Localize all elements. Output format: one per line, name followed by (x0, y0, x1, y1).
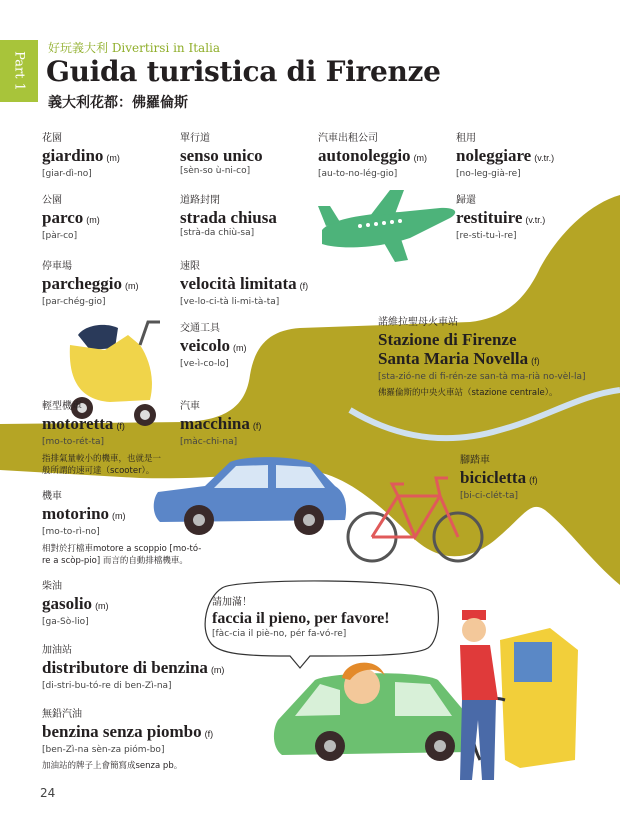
bubble-chinese: 請加滿！ (212, 597, 252, 608)
entry-word: senso unico (180, 146, 263, 165)
entry-pronunciation: [strà-da chiù-sa] (180, 228, 255, 238)
entry-pronunciation: [ga-Sò-lio] (42, 617, 89, 627)
entry-pronunciation: [sèn-so ù-ni-co] (180, 166, 251, 176)
entry-word: bicicletta (f) (460, 468, 538, 487)
entry-note: 佛羅倫斯的中央火車站（stazione centrale）。 (378, 388, 558, 398)
entry-pronunciation: [bi-ci-clét-ta] (460, 491, 518, 501)
entry-motoretta (42, 400, 161, 477)
entry-pronunciation: [par-chég-gio] (42, 297, 106, 307)
entry-word: giardino (m) (42, 146, 120, 165)
entry-pronunciation: [pàr-co] (42, 231, 78, 241)
part-label: Part 1 (11, 51, 27, 91)
entry-veicolo (180, 322, 247, 371)
entry-pronunciation: [mo-to-rì-no] (42, 527, 100, 537)
entry-word: velocità limitata (f) (180, 274, 309, 293)
entry-word: autonoleggio (m) (318, 146, 428, 165)
entry-chinese: 花園 (42, 133, 62, 144)
entry-pronunciation: [au-to-no-lég-gio] (318, 169, 398, 179)
entry-pronunciation: [ben-Zì-na sèn-za pióm-bo] (42, 745, 165, 755)
entry-restituire (456, 194, 545, 243)
entry-note: 相對於打檔車motore a scoppio [mo-tó- (42, 544, 202, 554)
entry-word: restituire (v.tr.) (456, 208, 546, 227)
airplane-illustration (318, 190, 455, 262)
entry-strada-chiusa (180, 194, 277, 240)
entry-senso-unico (180, 132, 263, 178)
entry-word: parcheggio (m) (42, 274, 139, 293)
speech-bubble-text (212, 596, 390, 641)
entry-chinese: 速限 (180, 261, 200, 272)
entry-macchina (180, 400, 261, 449)
entry-pronunciation: [re-sti-tu-ì-re] (456, 231, 517, 241)
entry-pronunciation: [giar-dì-no] (42, 169, 92, 179)
entry-giardino (42, 132, 120, 181)
entry-distributore (42, 644, 224, 693)
page-number: 24 (40, 786, 56, 800)
entry-parco (42, 194, 100, 243)
entry-bicicletta (460, 454, 538, 503)
entry-chinese: 輕型機車 (42, 401, 82, 412)
entry-chinese: 機車 (42, 491, 62, 502)
entry-word: macchina (f) (180, 414, 262, 433)
entry-chinese: 單行道 (180, 133, 210, 144)
entry-word: distributore di benzina (m) (42, 658, 225, 677)
entry-motorino (42, 490, 201, 567)
entry-pronunciation: [mo-to-rét-ta] (42, 437, 105, 447)
entry-word-line2: Santa Maria Novella (f) (378, 349, 540, 368)
entry-chinese: 腳踏車 (460, 455, 490, 466)
entry-note: 加油站的牌子上會簡寫成senza pb。 (42, 761, 183, 771)
entry-chinese: 公園 (42, 195, 62, 206)
bubble-pronunciation: [fàc-cia il piè-no, pér fa-vó-re] (212, 629, 347, 639)
entry-chinese: 歸還 (456, 195, 476, 206)
chinese-title: 義大利花都：佛羅倫斯 (48, 95, 188, 111)
entry-chinese: 加油站 (42, 645, 72, 656)
entry-velocita-limitata (180, 260, 308, 309)
entry-note: 指排氣量較小的機車，也就是一 (42, 454, 162, 464)
entry-word: noleggiare (v.tr.) (456, 146, 555, 165)
entry-gasolio (42, 580, 109, 629)
entry-chinese: 無鉛汽油 (42, 709, 82, 720)
entry-autonoleggio (318, 132, 427, 181)
entry-word: benzina senza piombo (f) (42, 722, 214, 741)
entry-word: veicolo (m) (180, 336, 247, 355)
entry-word: motorino (m) (42, 504, 126, 523)
bubble-phrase: faccia il pieno, per favore! (212, 610, 390, 627)
entry-pronunciation: [ve-lo-ci-tà li-mi-tà-ta] (180, 297, 280, 307)
entry-pronunciation: [di-stri-bu-tó-re di ben-Zì-na] (42, 681, 172, 691)
entry-word: gasolio (m) (42, 594, 109, 613)
entry-pronunciation: [sta-zió-ne di fi-rén-ze san-tà ma-rià no-vèl-la] (378, 372, 586, 382)
entry-parcheggio (42, 260, 138, 309)
entry-noleggiare (456, 132, 554, 181)
entry-chinese: 諾維拉聖母火車站 (378, 317, 458, 328)
section-subtitle: 好玩義大利 Divertirsi in Italia (48, 41, 221, 55)
entry-chinese: 租用 (456, 133, 476, 144)
entry-word: strada chiusa (180, 208, 277, 227)
entry-note-line2: 般所謂的速可達（scooter）。 (42, 466, 155, 476)
entry-word: parco (m) (42, 208, 100, 227)
entry-benzina (42, 708, 213, 772)
part-tab (0, 40, 38, 102)
entry-word: motoretta (f) (42, 414, 125, 433)
entry-chinese: 汽車出租公司 (318, 133, 378, 144)
entry-chinese: 道路封閉 (180, 195, 220, 206)
entry-word: Stazione di Firenze (378, 330, 517, 349)
entry-pronunciation: [no-leg-già-re] (456, 169, 521, 179)
entry-chinese: 柴油 (42, 581, 62, 592)
entry-chinese: 停車場 (42, 261, 72, 272)
entry-pronunciation: [màc-chi-na] (180, 437, 238, 447)
entry-stazione (378, 316, 586, 399)
entry-chinese: 汽車 (180, 401, 200, 412)
page-title: Guida turistica di Firenze (46, 55, 441, 88)
green-car-illustration (274, 663, 476, 761)
entry-pronunciation: [ve-ì-co-lo] (180, 359, 229, 369)
entry-chinese: 交通工具 (180, 323, 220, 334)
entry-note-line2: re a scòp-pio] 而言的自動排檔機車。 (42, 556, 188, 566)
